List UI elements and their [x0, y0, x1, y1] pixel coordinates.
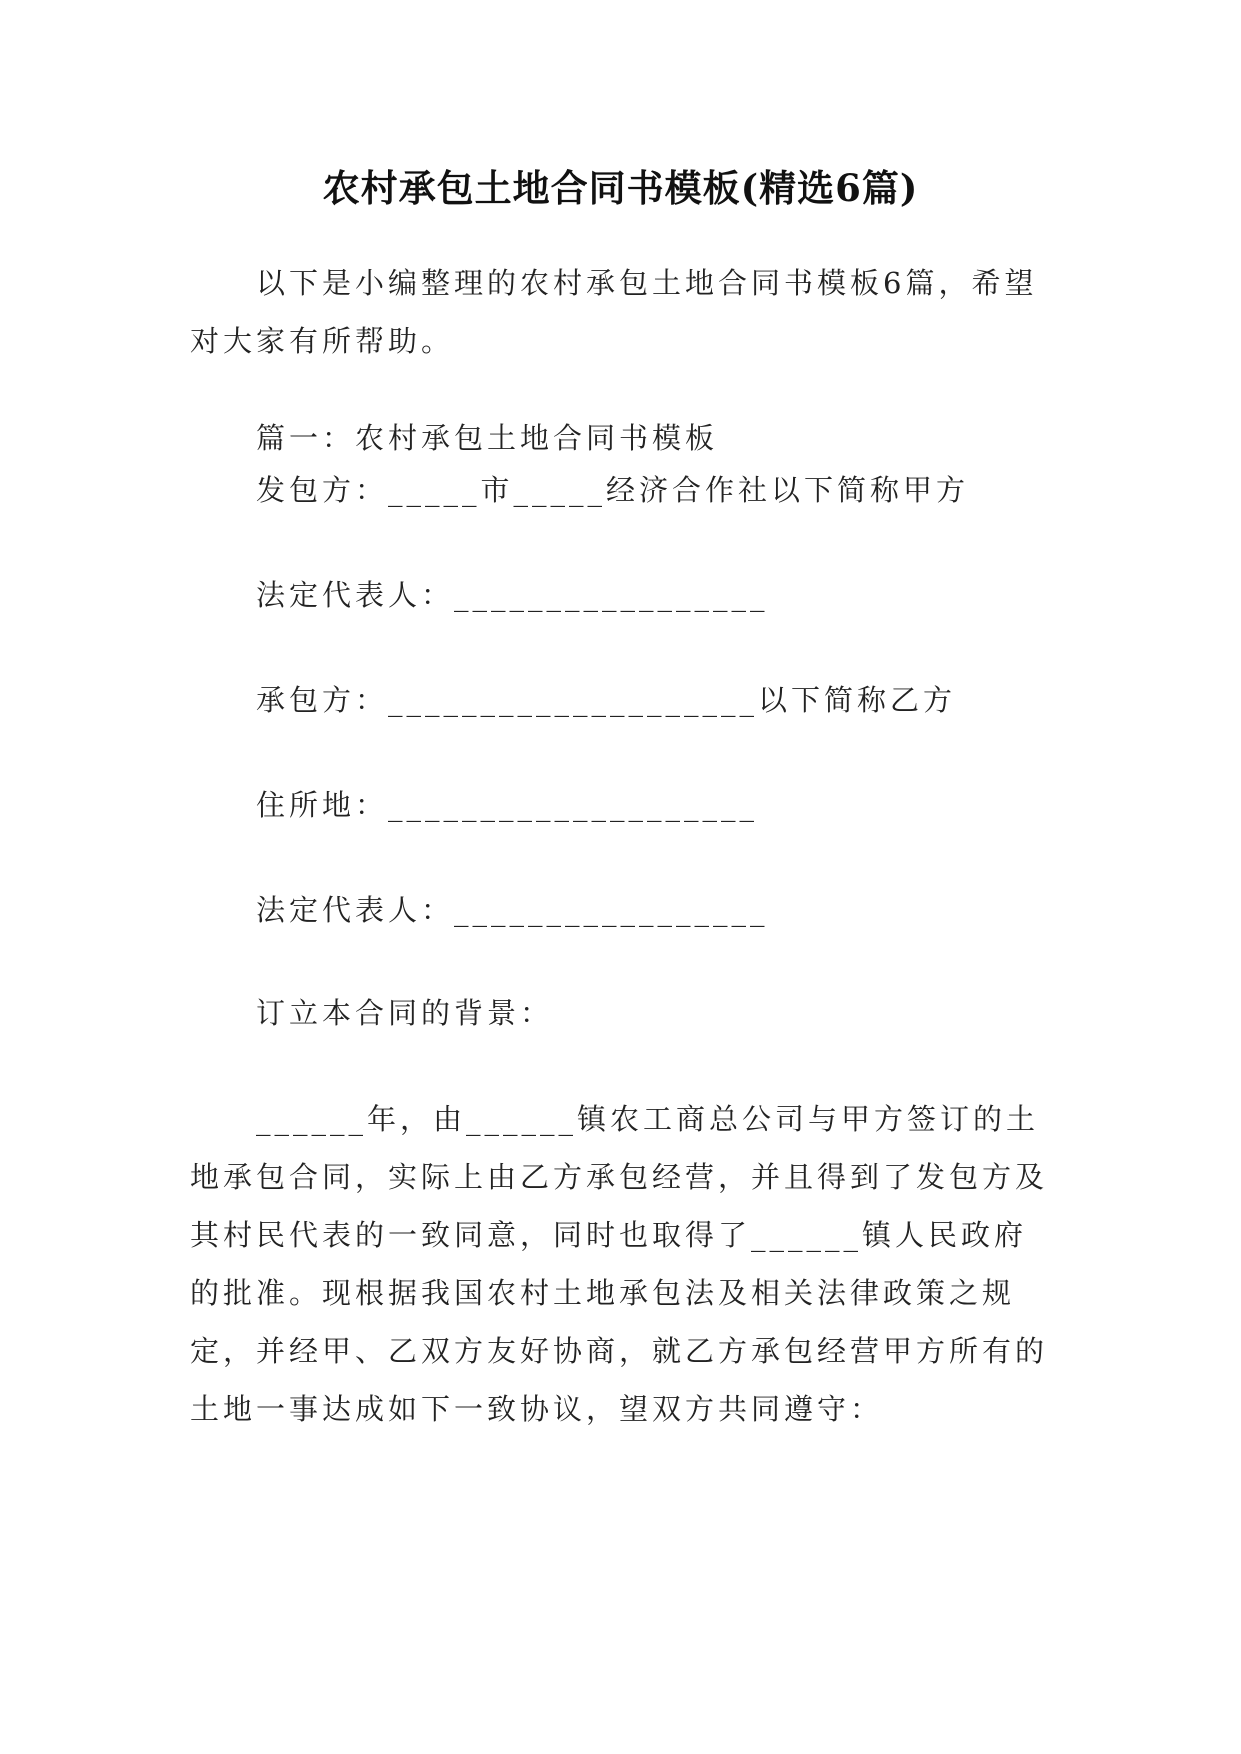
legal-rep-a-field: 法定代表人：_________________ [256, 578, 769, 612]
background-paragraph: ______年，由______镇农工商总公司与甲方签订的土地承包合同，实际上由乙方承包经营，并且得到了发包方及其村民代表的一致同意，同时也取得了______镇人民政府的批准。现根据我国农村土地承包法及相关法律政策之规定，并经甲、乙双方友好协商，就乙方承包经营甲方所有的土地一事达成如下一致协议，望双方共同遵守： [190, 1102, 1049, 1426]
party-b-field: 承包方：____________________以下简称乙方 [256, 683, 957, 717]
document-title: 农村承包土地合同书模板(精选6篇) [322, 166, 919, 210]
address-field: 住所地：____________________ [256, 788, 759, 822]
party-a-field: 发包方：_____市_____经济合作社以下简称甲方 [256, 473, 970, 507]
intro-paragraph: 以下是小编整理的农村承包土地合同书模板6篇，希望对大家有所帮助。 [190, 266, 1038, 358]
legal-rep-b-field: 法定代表人：_________________ [256, 893, 769, 927]
background-heading: 订立本合同的背景： [256, 996, 554, 1030]
section-heading: 篇一：农村承包土地合同书模板 [256, 421, 719, 455]
